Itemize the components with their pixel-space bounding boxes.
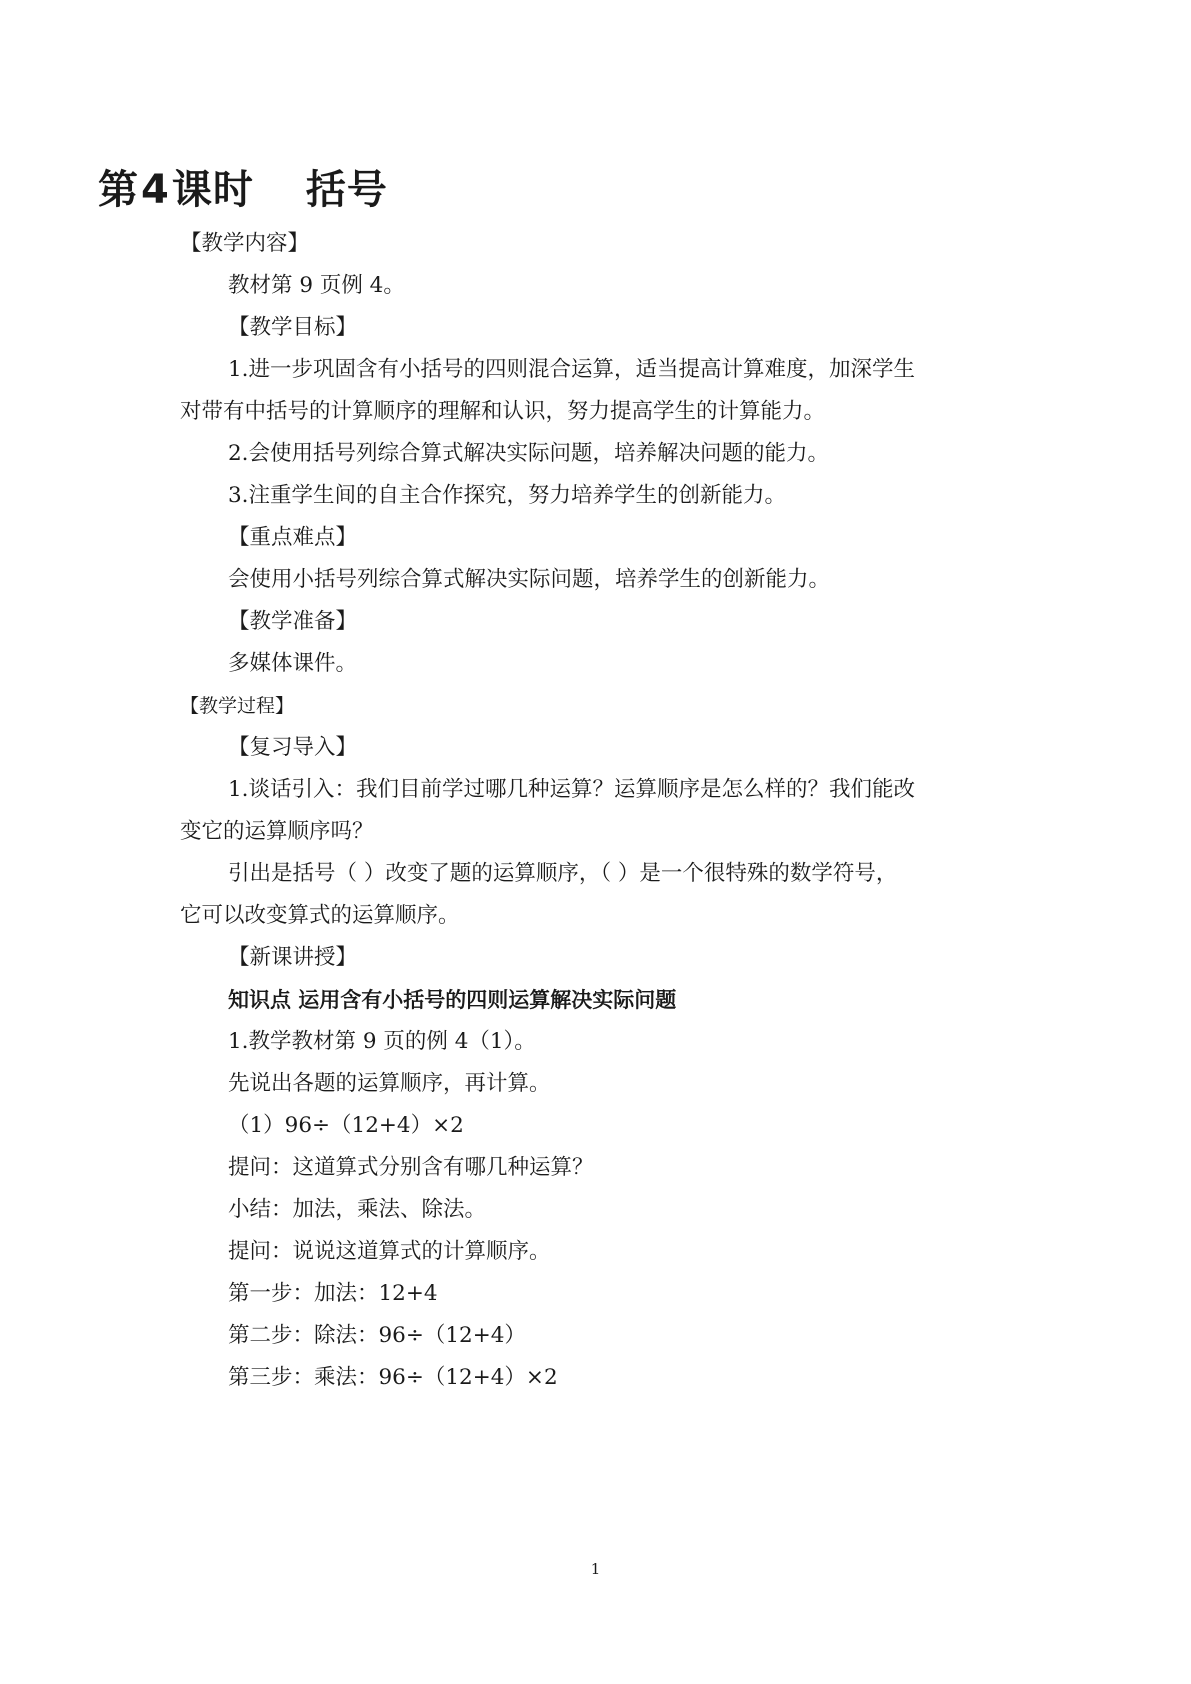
title-lesson-number: 4 bbox=[141, 167, 170, 213]
question-order: 提问：说说这道算式的计算顺序。 bbox=[228, 1239, 551, 1264]
heading-review-intro: 【复习导入】 bbox=[228, 735, 358, 760]
step-3: 第三步：乘法：96÷（12+4）×2 bbox=[228, 1365, 558, 1390]
step-2: 第二步：除法：96÷（12+4） bbox=[228, 1323, 526, 1348]
heading-teaching-goals: 【教学目标】 bbox=[228, 315, 358, 340]
paragraph-textbook-reference: 教材第 9 页例 4。 bbox=[228, 273, 405, 298]
paragraph-key-points: 会使用小括号列综合算式解决实际问题，培养学生的创新能力。 bbox=[228, 567, 831, 592]
heading-key-points: 【重点难点】 bbox=[228, 525, 358, 550]
goal-3: 3.注重学生间的自主合作探究，努力培养学生的创新能力。 bbox=[228, 483, 787, 508]
title-suffix: 课时 bbox=[171, 167, 254, 213]
paragraph-preparation: 多媒体课件。 bbox=[228, 651, 358, 676]
lesson-title bbox=[98, 158, 1191, 215]
heading-new-lesson: 【新课讲授】 bbox=[228, 945, 358, 970]
goal-2: 2.会使用括号列综合算式解决实际问题，培养解决问题的能力。 bbox=[228, 441, 830, 466]
page-number: 1 bbox=[590, 1560, 601, 1578]
example-instruction: 先说出各题的运算顺序，再计算。 bbox=[228, 1071, 551, 1096]
example-heading: 1.教学教材第 9 页的例 4（1）。 bbox=[228, 1029, 536, 1054]
question-operations: 提问：这道算式分别含有哪几种运算？ bbox=[228, 1155, 594, 1180]
intro-line-2: 变它的运算顺序吗？ bbox=[180, 819, 374, 844]
intro-line-1: 1.谈话引入：我们目前学过哪几种运算？运算顺序是怎么样的？我们能改 bbox=[228, 777, 916, 802]
title-prefix: 第 bbox=[98, 167, 139, 213]
intro-line-3: 引出是括号（ ）改变了题的运算顺序，（ ）是一个很特殊的数学符号， bbox=[228, 861, 898, 886]
example-expression: （1）96÷（12+4）×2 bbox=[228, 1113, 464, 1138]
goal-1-line-2: 对带有中括号的计算顺序的理解和认识，努力提高学生的计算能力。 bbox=[180, 399, 826, 424]
heading-teaching-content: 【教学内容】 bbox=[180, 231, 310, 256]
heading-preparation: 【教学准备】 bbox=[228, 609, 358, 634]
step-1: 第一步：加法：12+4 bbox=[228, 1281, 438, 1306]
knowledge-point-heading: 知识点 运用含有小括号的四则运算解决实际问题 bbox=[228, 988, 677, 1012]
heading-teaching-process: 【教学过程】 bbox=[180, 695, 295, 717]
title-topic: 括号 bbox=[305, 167, 388, 213]
summary-operations: 小结：加法，乘法、除法。 bbox=[228, 1197, 487, 1222]
intro-line-4: 它可以改变算式的运算顺序。 bbox=[180, 903, 460, 928]
goal-1-line-1: 1.进一步巩固含有小括号的四则混合运算，适当提高计算难度，加深学生 bbox=[228, 357, 916, 382]
